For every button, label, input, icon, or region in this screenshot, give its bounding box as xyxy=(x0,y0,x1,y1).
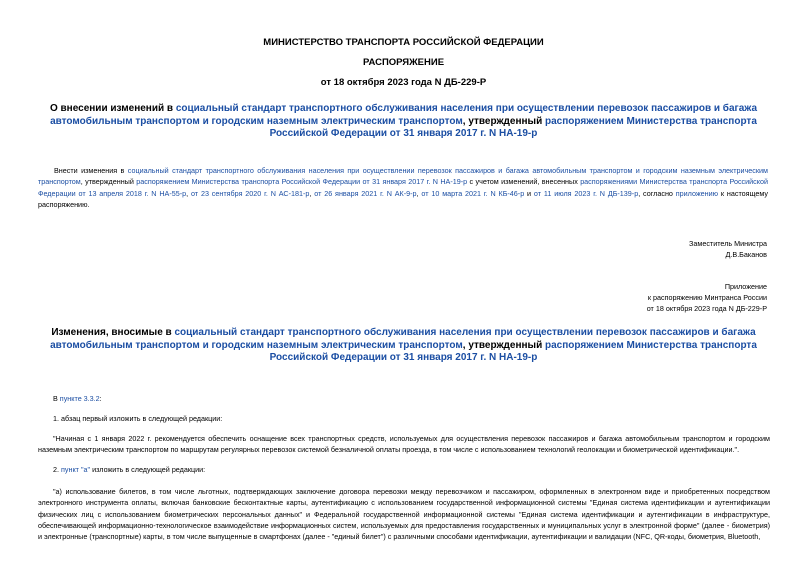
title-text: , утвержденный xyxy=(462,115,546,127)
appendix-label: Приложение xyxy=(724,282,767,291)
ministry-heading: МИНИСТЕРСТВО ТРАНСПОРТА РОССИЙСКОЙ ФЕДЕРАЦИИ xyxy=(263,37,544,48)
clause-intro xyxy=(53,393,102,404)
intro-text: , согласно xyxy=(638,188,676,198)
item-text: изложить в следующей редакции: xyxy=(90,465,206,474)
document-title xyxy=(30,103,777,141)
intro-paragraph xyxy=(38,165,768,210)
item-1: 1. абзац первый изложить в следующей редакции: xyxy=(53,414,223,423)
intro-text: с учетом изменений, внесенных xyxy=(467,177,581,187)
standard-link[interactable]: социальный стандарт транспортного обслуживания населения при осуществлении перевозок пассажиров и багажа автомобильным транспортом и городским наземным электрическим транспортом xyxy=(50,103,758,127)
item-text: 2. xyxy=(53,465,61,474)
appendix-title xyxy=(30,327,777,365)
amendment-link[interactable]: от 11 июля 2023 г. N ДБ-139-р xyxy=(533,188,639,198)
intro-text: , xyxy=(309,188,315,198)
order-link[interactable]: распоряжением Министерства транспорта Российской Федерации от 31 января 2017 г. N НА-19-р xyxy=(269,339,757,363)
amendment-link[interactable]: распоряжениями Министерства транспорта Российской Федерации от 13 апреля 2018 г. N НА-55-р xyxy=(38,177,768,198)
order-link[interactable]: распоряжением Министерства транспорта Российской Федерации от 31 января 2017 г. N НА-19-р xyxy=(269,115,757,139)
title-text: , утвержденный xyxy=(462,339,546,351)
signature-name: Д.В.Баканов xyxy=(725,250,767,259)
clause-link[interactable]: пункте 3.3.2 xyxy=(59,394,100,403)
signature-position: Заместитель Министра xyxy=(689,239,767,248)
amendment-link[interactable]: от 10 марта 2021 г. N КБ-46-р xyxy=(421,188,525,198)
title-text: Изменения, вносимые в xyxy=(51,327,175,338)
signature-block xyxy=(689,238,767,260)
order-link[interactable]: распоряжением Министерства транспорта Российской Федерации от 31 января 2017 г. N НА-19-р xyxy=(136,177,468,187)
subclause-link[interactable]: пункт "а" xyxy=(61,465,91,474)
appendix-date: от 18 октября 2023 года N ДБ-229-Р xyxy=(646,304,767,313)
amendment-link[interactable]: от 23 сентября 2020 г. N АС-181-р xyxy=(190,188,310,198)
standard-link[interactable]: социальный стандарт транспортного обслуживания населения при осуществлении перевозок пассажиров и багажа автомобильным транспортом и городским наземным электрическим транспортом xyxy=(38,166,769,187)
amendment-link[interactable]: от 26 января 2021 г. N АК-9-р xyxy=(314,188,417,198)
intro-text: Внести изменения в xyxy=(54,166,128,175)
appendix-reference: к распоряжению Минтранса России xyxy=(647,293,767,302)
intro-text: , xyxy=(186,188,191,198)
appendix-link[interactable]: приложению xyxy=(675,188,719,198)
intro-text: к настоящему распоряжению. xyxy=(38,188,769,209)
intro-text: и xyxy=(524,188,534,198)
item-2 xyxy=(53,464,205,475)
quote-1: "Начиная с 1 января 2022 г. рекомендуется обеспечить оснащение всех транспортных средств, используемых для осуществления перевозок пассажиров и багажа автомобильным транспортом и городским наземным электрическим транспортом по маршрутам регулярных перевозок системой безналичной оплаты проезда, в том числе с использованием технологий геолокации и биометрической идентификации.". xyxy=(38,434,770,455)
document-date-heading: от 18 октября 2023 года N ДБ-229-Р xyxy=(320,77,487,88)
quote-2: "а) использование билетов, в том числе льготных, подтверждающих заключение договора перевозки между перевозчиком и пассажиром, оформленных в электронном виде и приобретенных посредством электронного инструмента оплаты, включая банковские бесконтактные карты, аутентификацию с использованием государственной информационной системы "Единая система идентификации и аутентификации физических лиц с использованием биометрических персональных данных" и Федеральной государственной информационной системы "Единая система идентификации и аутентификации в инфраструктуре, обеспечивающей информационно-технологическое взаимодействие информационных систем, используемых для предоставления государственных и муниципальных услуг в электронной форме" (далее - биометрия) и электронные (транспортные) карты, в том числе выпущенные в смартфонах (далее - "единый билет") с различными способами идентификации, аутентификации и валидации (NFC, QR-коды, биометрия, Bluetooth, xyxy=(38,487,770,542)
document-type-heading: РАСПОРЯЖЕНИЕ xyxy=(362,57,445,68)
clause-text: : xyxy=(99,394,102,403)
standard-link[interactable]: социальный стандарт транспортного обслуживания населения при осуществлении перевозок пассажиров и багажа автомобильным транспортом и городским наземным электрическим транспортом xyxy=(50,327,756,351)
title-text: О внесении изменений в xyxy=(49,103,176,114)
intro-text: , xyxy=(416,188,422,198)
appendix-block xyxy=(647,281,767,314)
clause-text: В xyxy=(53,394,60,403)
intro-text: , утвержденный xyxy=(80,177,137,187)
